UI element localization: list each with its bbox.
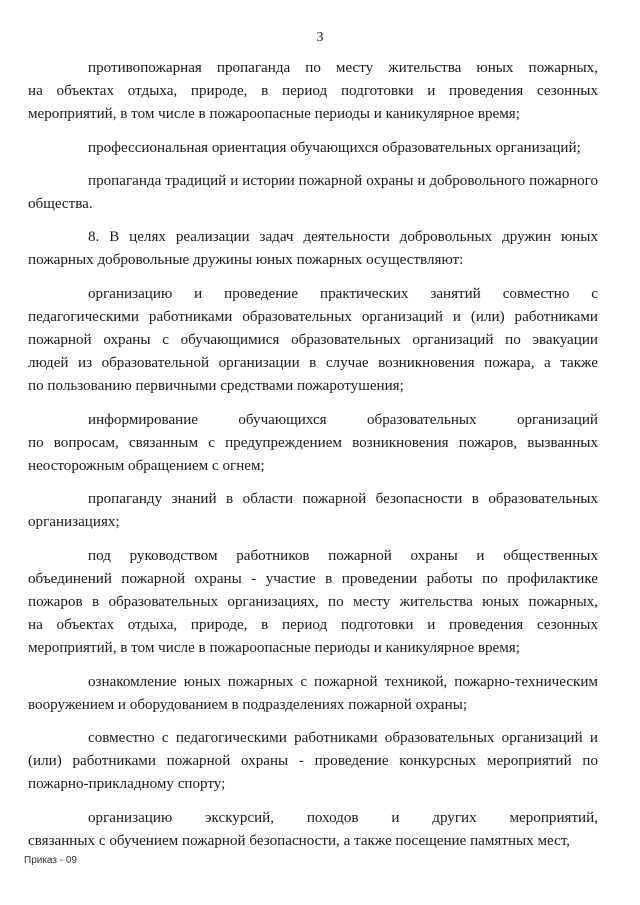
- text-line: общества.: [28, 196, 93, 213]
- paragraph: [28, 283, 598, 399]
- paragraph: [28, 170, 598, 216]
- text-line: мероприятий, в том числе в пожароопасные периоды и каникулярное время;: [28, 640, 520, 657]
- paragraph: [28, 807, 598, 853]
- text-line: мероприятий, в том числе в пожароопасные периоды и каникулярное время;: [28, 106, 520, 123]
- paragraph: [28, 57, 598, 127]
- text-line: (или) работниками пожарной охраны - проведение конкурсных мероприятий по: [28, 753, 598, 770]
- paragraph: [28, 727, 598, 797]
- text-line: пожаров в образовательных организациях, по месту жительства юных пожарных,: [28, 594, 598, 611]
- paragraph: [28, 545, 598, 661]
- text-line: совместно с педагогическими работниками образовательных организаций и: [88, 730, 598, 747]
- paragraph: [28, 409, 598, 479]
- text-line: профессиональная ориентация обучающихся образовательных организаций;: [88, 139, 581, 156]
- document-body: [28, 57, 598, 853]
- text-line: по вопросам, связанным с предупреждением возникновения пожаров, вызванных: [28, 434, 598, 451]
- text-line: информирование обучающихся образовательных организаций: [88, 411, 598, 428]
- text-line: 8. В целях реализации задач деятельности добровольных дружин юных: [88, 229, 598, 246]
- text-line: неосторожным обращением с огнем;: [28, 458, 265, 475]
- text-line: организацию экскурсий, походов и других мероприятий,: [88, 809, 598, 826]
- text-line: объединений пожарной охраны - участие в проведении работы по профилактике: [28, 570, 598, 587]
- text-line: организациях;: [28, 514, 120, 531]
- text-line: ознакомление юных пожарных с пожарной техникой, пожарно-техническим: [88, 673, 598, 690]
- text-line: пожарной охраны с обучающимися образовательных организаций по эвакуации: [28, 332, 598, 349]
- text-line: под руководством работников пожарной охраны и общественных: [88, 547, 598, 564]
- text-line: пожарных добровольные дружины юных пожарных осуществляют:: [28, 252, 464, 269]
- text-line: организацию и проведение практических занятий совместно с: [88, 285, 598, 302]
- paragraph: [28, 488, 598, 534]
- text-line: связанных с обучением пожарной безопасности, а также посещение памятных мест,: [28, 832, 571, 849]
- text-line: на объектах отдыха, природе, в период подготовки и проведения сезонных: [28, 617, 598, 634]
- text-line: по пользованию первичными средствами пожаротушения;: [28, 378, 404, 395]
- text-line: педагогическими работниками образовательных организаций и (или) работниками: [28, 308, 598, 325]
- paragraph: [88, 137, 598, 160]
- text-line: пропаганда традиций и истории пожарной охраны и добровольного пожарного: [88, 172, 598, 189]
- text-line: пожарно-прикладному спорту;: [28, 776, 226, 793]
- text-line: вооружением и оборудованием в подразделениях пожарной охраны;: [28, 696, 468, 713]
- text-line: пропаганду знаний в области пожарной безопасности в образовательных: [88, 491, 598, 508]
- text-line: противопожарная пропаганда по месту жительства юных пожарных,: [88, 60, 598, 76]
- footer-document-code: Приказ - 09: [24, 855, 77, 866]
- paragraph: [28, 671, 598, 717]
- paragraph: [28, 226, 598, 272]
- page-number: 3: [316, 30, 324, 45]
- text-line: людей из образовательной организации в случае возникновения пожара, а также: [28, 355, 598, 372]
- text-line: на объектах отдыха, природе, в период подготовки и проведения сезонных: [28, 83, 598, 100]
